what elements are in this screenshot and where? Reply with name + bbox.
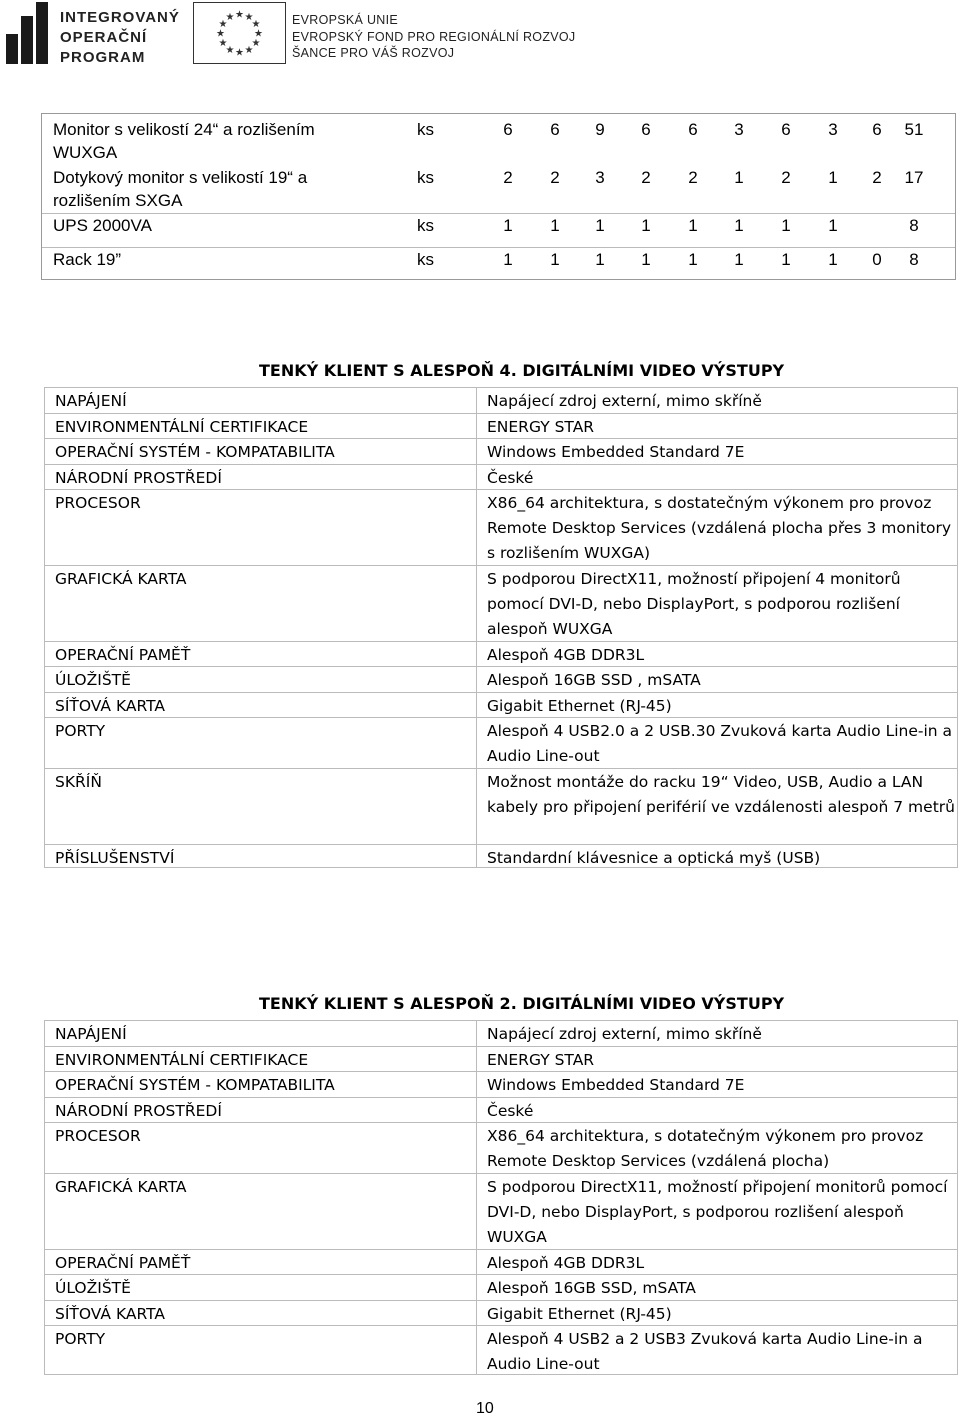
quantity-cell: 1 [828, 216, 838, 235]
spec-value: X86_64 architektura, s dotatečným výkonem pro provoz Remote Desktop Services (vzdálená plocha) [487, 1127, 924, 1170]
eu-line-3: ŠANCE PRO VÁŠ ROZVOJ [292, 46, 455, 60]
spec-label: OPERAČNÍ PAMĚŤ [55, 646, 191, 664]
spec-label: OPERAČNÍ SYSTÉM - KOMPATABILITA [55, 1076, 335, 1094]
quantity-cell: 1 [550, 250, 560, 269]
quantity-cell: 0 [872, 250, 882, 269]
spec-label: ÚLOŽIŠTĚ [55, 1279, 131, 1297]
quantity-cell: 1 [734, 250, 744, 269]
spec-value: X86_64 architektura, s dostatečným výkonem pro provoz Remote Desktop Services (vzdálená plocha přes 3 monitory s rozlišením WUXGA) [487, 494, 952, 562]
total-cell: 8 [909, 216, 919, 235]
eu-text [292, 12, 575, 62]
row-divider [44, 438, 958, 439]
spec-label: NÁRODNÍ PROSTŘEDÍ [55, 1102, 222, 1120]
spec-table-2-outputs [44, 990, 958, 1375]
total-cell: 51 [904, 120, 924, 139]
quantity-cell: 1 [828, 250, 838, 269]
iop-logo [4, 2, 180, 66]
quantity-cell: 1 [781, 250, 791, 269]
quantity-cell: 1 [688, 216, 698, 235]
row-divider [42, 247, 955, 248]
spec-value: Napájecí zdroj externí, mimo skříně [487, 1025, 762, 1043]
spec-value: ENERGY STAR [487, 418, 595, 436]
spec-label: ENVIRONMENTÁLNÍ CERTIFIKACE [55, 418, 309, 436]
quantity-cell: 6 [550, 120, 560, 139]
quantity-cell: 1 [781, 216, 791, 235]
column-divider [476, 1021, 477, 1374]
spec-value: České [487, 469, 534, 487]
eu-star-icon: ★ [251, 38, 261, 49]
row-divider [44, 867, 958, 868]
spec-label: GRAFICKÁ KARTA [55, 570, 187, 588]
column-divider [44, 388, 45, 867]
unit-cell: ks [417, 168, 434, 187]
quantity-cell: 1 [734, 216, 744, 235]
spec-label: ÚLOŽIŠTĚ [55, 671, 131, 689]
spec-value: Napájecí zdroj externí, mimo skříně [487, 392, 762, 410]
spec-label: PROCESOR [55, 1127, 141, 1145]
item-name: Dotykový monitor s velikostí 19“ a rozlišením SXGA [53, 168, 308, 210]
spec-value: Možnost montáže do racku 19“ Video, USB, Audio a LAN kabely pro připojení periférií ve vzdálenosti alespoň 7 metrů [487, 773, 955, 816]
eu-line-2: EVROPSKÝ FOND PRO REGIONÁLNÍ ROZVOJ [292, 29, 576, 44]
row-divider [44, 1374, 958, 1375]
spec-value: Alespoň 16GB SSD , mSATA [487, 671, 701, 689]
row-divider [44, 666, 958, 667]
quantity-table [41, 113, 956, 280]
quantity-cell: 2 [641, 168, 651, 187]
eu-star-icon: ★ [218, 38, 228, 49]
eu-star-icon: ★ [254, 28, 263, 40]
quantity-cell: 1 [550, 216, 560, 235]
row-divider [44, 1046, 958, 1047]
row-divider [44, 1249, 958, 1250]
spec-label: OPERAČNÍ SYSTÉM - KOMPATABILITA [55, 443, 335, 461]
eu-star-icon: ★ [235, 9, 244, 21]
row-divider [44, 1173, 958, 1174]
spec-label: SKŘÍŇ [55, 773, 102, 791]
spec-label: NAPÁJENÍ [55, 1025, 127, 1043]
row-divider [44, 464, 958, 465]
quantity-cell: 6 [688, 120, 698, 139]
spec-title: TENKÝ KLIENT S ALESPOŇ 4. DIGITÁLNÍMI VIDEO VÝSTUPY [259, 361, 785, 380]
spec-label: ENVIRONMENTÁLNÍ CERTIFIKACE [55, 1051, 309, 1069]
spec-value: Gigabit Ethernet (RJ-45) [487, 697, 672, 715]
spec-value: Alespoň 16GB SSD, mSATA [487, 1279, 696, 1297]
spec-label: SÍŤOVÁ KARTA [55, 1305, 165, 1323]
spec-label: PROCESOR [55, 494, 141, 512]
quantity-cell: 1 [641, 250, 651, 269]
row-divider [44, 1071, 958, 1072]
spec-value: Alespoň 4 USB2.0 a 2 USB.30 Zvuková karta Audio Line-in a Audio Line-out [487, 722, 953, 765]
spec-value: S podporou DirectX11, možností připojení monitorů pomocí DVI-D, nebo DisplayPort, s podporou rozlišení alespoň WUXGA [487, 1178, 948, 1246]
quantity-cell: 1 [595, 216, 605, 235]
quantity-cell: 9 [595, 120, 605, 139]
row-divider [44, 565, 958, 566]
spec-label: PORTY [55, 1330, 106, 1348]
row-divider [44, 1274, 958, 1275]
quantity-cell: 6 [781, 120, 791, 139]
quantity-cell: 2 [503, 168, 513, 187]
iop-line-2: OPERAČNÍ [60, 29, 148, 46]
quantity-cell: 3 [828, 120, 838, 139]
row-divider [44, 1300, 958, 1301]
quantity-cell: 1 [828, 168, 838, 187]
unit-cell: ks [417, 216, 434, 235]
unit-cell: ks [417, 120, 434, 139]
spec-table-4-outputs [44, 357, 958, 868]
spec-label: GRAFICKÁ KARTA [55, 1178, 187, 1196]
spec-value: Gigabit Ethernet (RJ-45) [487, 1305, 672, 1323]
row-divider [44, 844, 958, 845]
eu-flag-icon [193, 2, 286, 64]
quantity-cell: 2 [872, 168, 882, 187]
quantity-cell: 2 [688, 168, 698, 187]
row-divider [44, 717, 958, 718]
row-divider [44, 1097, 958, 1098]
item-name: UPS 2000VA [53, 216, 152, 235]
iop-line-1: INTEGROVANÝ [60, 9, 180, 26]
eu-star-icon: ★ [225, 12, 235, 24]
iop-logo-text [60, 8, 180, 68]
quantity-cell: 6 [641, 120, 651, 139]
eu-star-icon: ★ [218, 19, 228, 30]
quantity-cell: 3 [595, 168, 605, 187]
total-cell: 8 [909, 250, 919, 269]
spec-title: TENKÝ KLIENT S ALESPOŇ 2. DIGITÁLNÍMI VIDEO VÝSTUPY [259, 994, 785, 1013]
column-divider [957, 388, 958, 867]
quantity-cell: 6 [872, 120, 882, 139]
row-divider [44, 768, 958, 769]
quantity-cell: 6 [503, 120, 513, 139]
spec-label: NAPÁJENÍ [55, 392, 127, 410]
eu-star-icon: ★ [244, 44, 254, 56]
iop-bars-icon [4, 2, 52, 64]
eu-star-icon: ★ [216, 28, 225, 40]
row-divider [44, 1122, 958, 1123]
row-divider [44, 641, 958, 642]
quantity-cell: 2 [550, 168, 560, 187]
column-divider [476, 388, 477, 867]
spec-label: SÍŤOVÁ KARTA [55, 697, 165, 715]
quantity-cell: 1 [688, 250, 698, 269]
eu-star-icon: ★ [225, 44, 235, 56]
row-divider [44, 1325, 958, 1326]
spec-label: PŘÍSLUŠENSTVÍ [55, 849, 175, 867]
iop-line-3: PROGRAM [60, 49, 146, 66]
quantity-cell: 1 [503, 216, 513, 235]
row-divider [44, 387, 958, 388]
quantity-cell: 1 [503, 250, 513, 269]
item-name: Monitor s velikostí 24“ a rozlišením WUXGA [53, 120, 315, 162]
page-number: 10 [476, 1400, 494, 1417]
spec-value: Windows Embedded Standard 7E [487, 443, 745, 461]
eu-line-1: EVROPSKÁ UNIE [292, 13, 399, 27]
row-divider [44, 692, 958, 693]
eu-star-icon: ★ [251, 19, 261, 30]
spec-value: ENERGY STAR [487, 1051, 595, 1069]
quantity-cell: 1 [641, 216, 651, 235]
eu-star-icon: ★ [244, 12, 254, 24]
row-divider [44, 1020, 958, 1021]
spec-value: České [487, 1102, 534, 1120]
spec-value: S podporou DirectX11, možností připojení 4 monitorů pomocí DVI-D, nebo DisplayPort, s podporou rozlišení alespoň WUXGA [487, 570, 901, 638]
total-cell: 17 [904, 168, 924, 187]
spec-value: Standardní klávesnice a optická myš (USB) [487, 849, 821, 867]
unit-cell: ks [417, 250, 434, 269]
eu-star-icon: ★ [235, 47, 244, 59]
spec-label: OPERAČNÍ PAMĚŤ [55, 1254, 191, 1272]
row-divider [44, 489, 958, 490]
spec-value: Alespoň 4 USB2 a 2 USB3 Zvuková karta Audio Line-in a Audio Line-out [487, 1330, 923, 1373]
spec-value: Alespoň 4GB DDR3L [487, 646, 645, 664]
quantity-cell: 1 [734, 168, 744, 187]
spec-value: Windows Embedded Standard 7E [487, 1076, 745, 1094]
spec-label: PORTY [55, 722, 106, 740]
quantity-cell: 3 [734, 120, 744, 139]
quantity-cell: 2 [781, 168, 791, 187]
spec-value: Alespoň 4GB DDR3L [487, 1254, 645, 1272]
column-divider [957, 1021, 958, 1374]
column-divider [44, 1021, 45, 1374]
row-divider [44, 413, 958, 414]
quantity-cell: 1 [595, 250, 605, 269]
spec-label: NÁRODNÍ PROSTŘEDÍ [55, 469, 222, 487]
row-divider [42, 213, 955, 214]
item-name: Rack 19” [53, 250, 122, 269]
